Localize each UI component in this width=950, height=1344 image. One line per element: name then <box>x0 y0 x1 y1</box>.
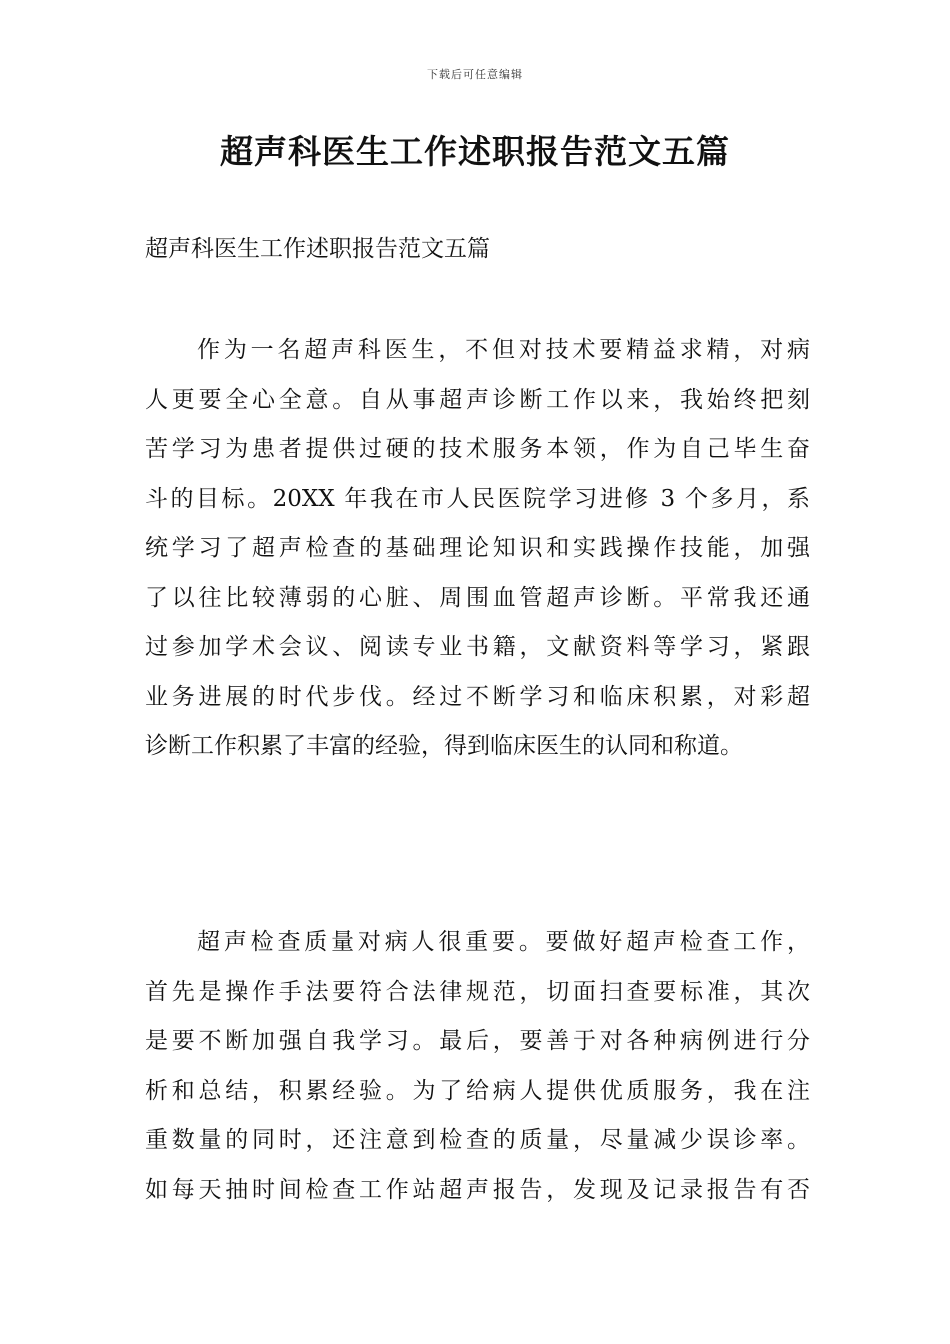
paragraph-line: 作为一名超声科医生，不但对技术要精益求精，对病 <box>197 337 810 363</box>
paragraph-line: 苦学习为患者提供过硬的技术服务本领，作为自己毕生奋 <box>145 436 810 462</box>
document-title: 超声科医生工作述职报告范文五篇 <box>220 132 730 171</box>
paragraph-line: 超声检查质量对病人很重要。要做好超声检查工作， <box>197 929 810 955</box>
paragraph-line: 了以往比较薄弱的心脏、周围血管超声诊断。平常我还通 <box>145 584 810 611</box>
paragraph-line: 如每天抽时间检查工作站超声报告，发现及记录报告有否 <box>145 1176 810 1203</box>
paragraph-line: 人更要全心全意。自从事超声诊断工作以来，我始终把刻 <box>145 386 810 413</box>
paragraph-line: 重数量的同时，还注意到检查的质量，尽量减少误诊率。 <box>145 1127 810 1153</box>
document-subtitle: 超声科医生工作述职报告范文五篇 <box>145 236 490 262</box>
paragraph-2 <box>145 918 810 1215</box>
paragraph-line: 析和总结，积累经验。为了给病人提供优质服务，我在注 <box>145 1077 810 1104</box>
paragraph-line: 诊断工作积累了丰富的经验，得到临床医生的认同和称道。 <box>145 733 743 759</box>
paragraph-line: 过参加学术会议、阅读专业书籍，文献资料等学习，紧跟 <box>145 634 810 660</box>
paragraph-line: 是要不断加强自我学习。最后，要善于对各种病例进行分 <box>145 1028 810 1054</box>
paragraph-line: 业务进展的时代步伐。经过不断学习和临床积累，对彩超 <box>145 683 810 710</box>
header-note: 下载后可任意编辑 <box>427 68 523 81</box>
paragraph-1 <box>145 326 810 772</box>
paragraph-line: 首先是操作手法要符合法律规范，切面扫查要标准，其次 <box>145 978 810 1005</box>
paragraph-line: 统学习了超声检查的基础理论知识和实践操作技能，加强 <box>145 535 810 561</box>
paragraph-line: 斗的目标。20XX 年我在市人民医院学习进修 3 个多月，系 <box>145 485 810 512</box>
